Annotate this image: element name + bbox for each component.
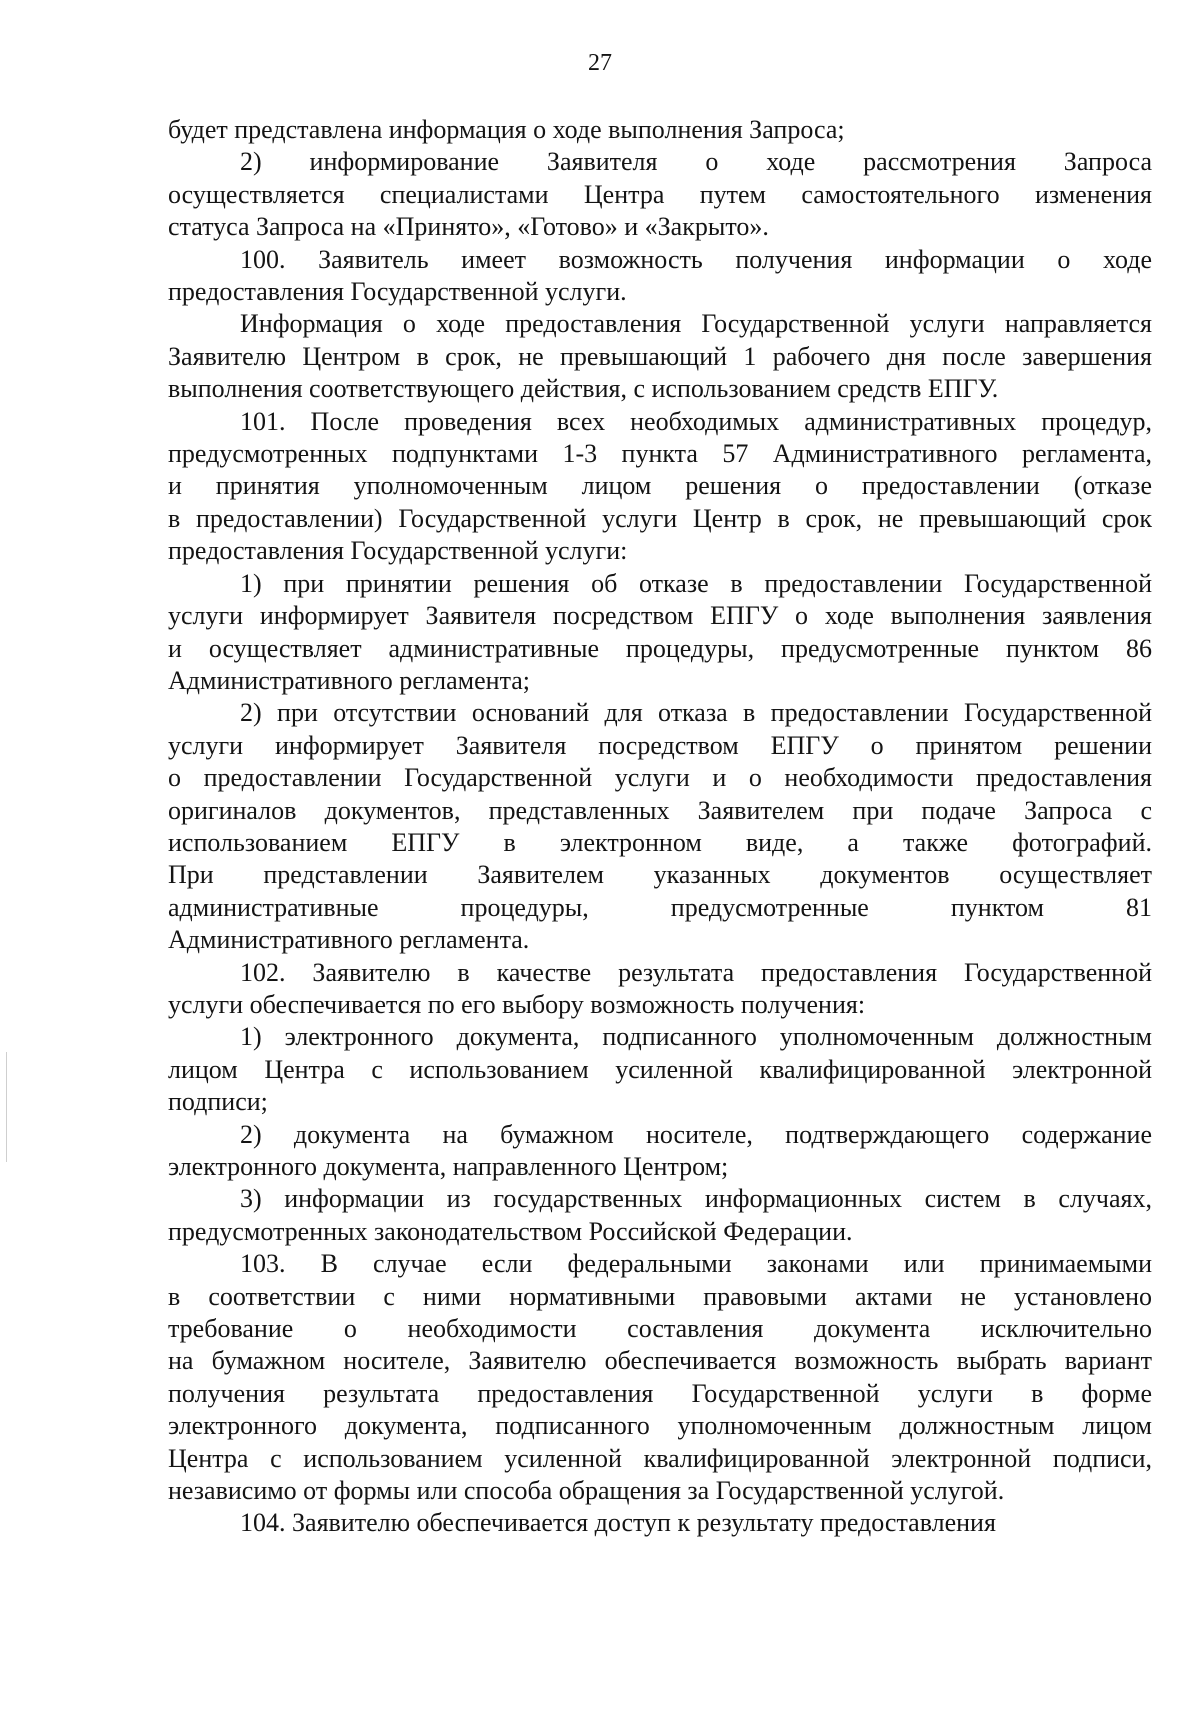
text-line: в предоставлении) Государственной услуги Центр в срок, не превышающий срок — [168, 503, 1152, 533]
paragraph — [168, 957, 1152, 1022]
text-line: Заявителю Центром в срок, не превышающий 1 рабочего дня после завершения — [168, 341, 1152, 371]
text-line: подписи; — [168, 1087, 268, 1117]
paragraph — [168, 697, 1152, 956]
text-line: 1) электронного документа, подписанного уполномоченным должностным — [240, 1022, 1152, 1052]
text-line: Административного регламента. — [168, 925, 530, 955]
text-line: 102. Заявителю в качестве результата предоставления Государственной — [240, 957, 1152, 987]
text-line: Центра с использованием усиленной квалифицированной электронной подписи, — [168, 1443, 1152, 1473]
text-line: услуги обеспечивается по его выбору возможность получения: — [168, 989, 866, 1019]
paragraph — [168, 244, 1152, 309]
text-line: статуса Запроса на «Принято», «Готово» и «Закрыто». — [168, 212, 769, 242]
text-line: получения результата предоставления Государственной услуги в форме — [168, 1378, 1152, 1408]
text-line: предоставления Государственной услуги. — [168, 277, 627, 307]
text-line: электронного документа, подписанного уполномоченным должностным лицом — [168, 1411, 1152, 1441]
text-line: При представлении Заявителем указанных документов осуществляет — [168, 860, 1152, 890]
paragraph — [168, 406, 1152, 568]
text-line: предусмотренных подпунктами 1-3 пункта 57 Административного регламента, — [168, 439, 1152, 469]
text-line: Информация о ходе предоставления Государственной услуги направляется — [240, 309, 1152, 339]
text-line: услуги информирует Заявителя посредством ЕПГУ о ходе выполнения заявления — [168, 601, 1152, 631]
paragraph — [168, 114, 1152, 146]
text-line: 2) при отсутствии оснований для отказа в предоставлении Государственной — [240, 698, 1152, 728]
text-line: 2) информирование Заявителя о ходе рассмотрения Запроса — [240, 147, 1152, 177]
paragraph — [168, 568, 1152, 698]
text-line: о предоставлении Государственной услуги и о необходимости предоставления — [168, 763, 1152, 793]
document-body — [168, 114, 1152, 1540]
text-line: 1) при принятии решения об отказе в предоставлении Государственной — [240, 568, 1152, 598]
text-line: электронного документа, направленного Центром; — [168, 1152, 729, 1181]
paragraph — [168, 1183, 1152, 1248]
text-line: осуществляется специалистами Центра путем самостоятельного изменения — [168, 179, 1152, 209]
text-line: 2) документа на бумажном носителе, подтверждающего содержание — [240, 1119, 1152, 1149]
page-number: 27 — [588, 50, 612, 76]
text-line: Административного регламента; — [168, 665, 531, 695]
text-line: 104. Заявителю обеспечивается доступ к результату предоставления — [240, 1508, 996, 1538]
text-line: и осуществляет административные процедуры, предусмотренные пунктом 86 — [168, 633, 1152, 663]
text-line: и принятия уполномоченным лицом решения о предоставлении (отказе — [168, 471, 1152, 501]
paragraph — [168, 1021, 1152, 1118]
text-line: будет представлена информация о ходе выполнения Запроса; — [168, 115, 845, 144]
text-line: независимо от формы или способа обращения за Государственной услугой. — [168, 1476, 1005, 1506]
paragraph — [168, 1119, 1152, 1184]
paragraph — [168, 1507, 1152, 1539]
text-line: оригиналов документов, представленных Заявителем при подаче Запроса с — [168, 795, 1152, 825]
text-line: на бумажном носителе, Заявителю обеспечивается возможность выбрать вариант — [168, 1346, 1152, 1376]
text-line: требование о необходимости составления документа исключительно — [168, 1314, 1152, 1344]
text-line: 103. В случае если федеральными законами или принимаемыми — [240, 1249, 1152, 1279]
text-line: административные процедуры, предусмотренные пунктом 81 — [168, 892, 1152, 922]
paragraph — [168, 1248, 1152, 1507]
paragraph — [168, 146, 1152, 243]
text-line: предоставления Государственной услуги: — [168, 536, 628, 566]
text-line: услуги информирует Заявителя посредством ЕПГУ о принятом решении — [168, 730, 1152, 760]
text-line: 3) информации из государственных информационных систем в случаях, — [240, 1184, 1152, 1214]
text-line: предусмотренных законодательством Российской Федерации. — [168, 1216, 853, 1246]
text-line: выполнения соответствующего действия, с использованием средств ЕПГУ. — [168, 374, 999, 404]
text-line: лицом Центра с использованием усиленной квалифицированной электронной — [168, 1054, 1152, 1084]
paragraph — [168, 308, 1152, 405]
text-line: 101. После проведения всех необходимых административных процедур, — [240, 406, 1152, 436]
text-line: использованием ЕПГУ в электронном виде, а также фотографий. — [168, 827, 1152, 857]
text-line: 100. Заявитель имеет возможность получения информации о ходе — [240, 244, 1152, 274]
text-line: в соответствии с ними нормативными правовыми актами не установлено — [168, 1281, 1152, 1311]
scan-edge-mark — [6, 1052, 7, 1162]
